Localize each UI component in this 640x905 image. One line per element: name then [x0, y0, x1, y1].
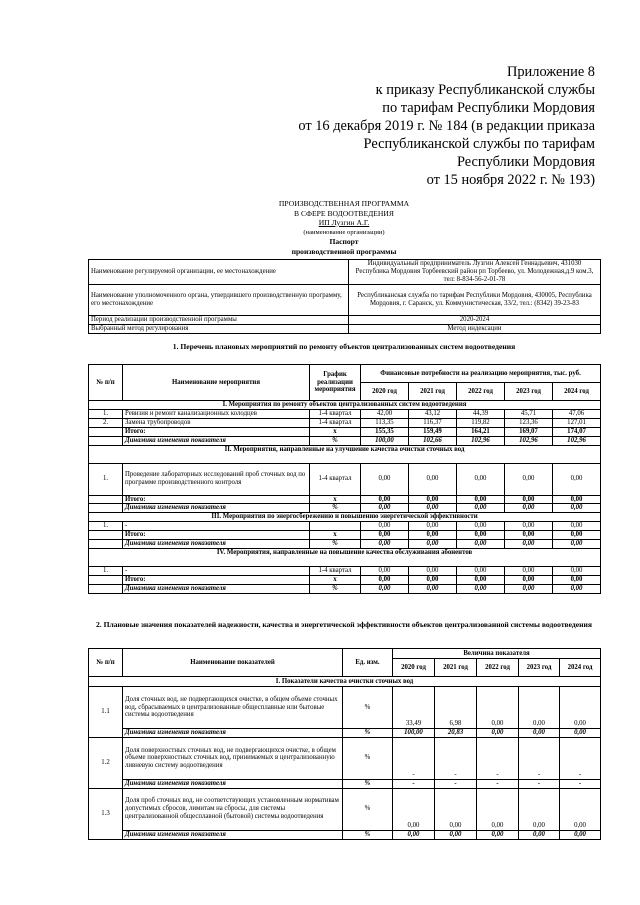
table-row	[89, 566, 601, 575]
total-row	[89, 495, 601, 504]
year-header: 2022 год	[477, 659, 519, 677]
dynamics-value: 0,00	[505, 504, 553, 513]
table-header-row	[89, 649, 601, 659]
row-value: 33,49	[393, 687, 435, 729]
dynamics-label: Динамика изменения показателя	[123, 540, 310, 549]
row-value: 0,00	[505, 463, 553, 495]
total-value: 0,00	[505, 575, 553, 584]
dynamics-label: Динамика изменения показателя	[123, 830, 343, 839]
total-label: Итого:	[123, 427, 310, 436]
dynamics-value: 0,00	[477, 830, 519, 839]
row-name: Доля поверхностных сточных вод, не подвергающихся очистке, в общем объеме поверхностных сточных вод, принимаемых в централизованную ливневую систему водоотведения	[123, 737, 343, 779]
dynamics-value: 102,96	[505, 436, 553, 445]
row-name: Доля проб сточных вод, не соответствующих установленным нормативам допустимых сбросов, лимитам на сбросы, для системы централизованной общесплавной (бытовой) системы водоотведения	[123, 788, 343, 830]
total-value: 0,00	[457, 531, 505, 540]
year-header: 2022 год	[457, 383, 505, 401]
heading-line1: ПРОИЗВОДСТВЕННАЯ ПРОГРАММА	[278, 199, 410, 208]
row-value: 0,00	[560, 687, 601, 729]
col-name-header: Наименование показателей	[123, 649, 343, 677]
dynamics-value: 0,00	[361, 540, 409, 549]
appendix-header	[215, 63, 595, 189]
dynamics-label: Динамика изменения показателя	[123, 779, 343, 788]
dynamics-value: 0,00	[361, 504, 409, 513]
dynamics-value: 0,00	[505, 540, 553, 549]
total-value: 0,00	[409, 531, 457, 540]
row-name: -	[123, 566, 310, 575]
total-value: 0,00	[361, 531, 409, 540]
row-value: 0,00	[505, 566, 553, 575]
dynamics-unit: %	[343, 729, 393, 738]
group-title: I. Показатели качества очистки сточных вод	[89, 677, 601, 687]
passport-label: Наименование регулируемой организации, ее местонахождение	[89, 260, 349, 285]
dynamics-value: 0,00	[457, 540, 505, 549]
dynamics-value: 0,00	[393, 830, 435, 839]
total-value: 0,00	[409, 575, 457, 584]
dynamics-value: 0,00	[505, 584, 553, 593]
dynamics-value: 0,00	[519, 729, 560, 738]
dynamics-value: 100,00	[361, 436, 409, 445]
row-unit: %	[343, 687, 393, 729]
row-schedule	[310, 522, 361, 531]
total-value: 0,00	[361, 495, 409, 504]
year-header: 2020 год	[393, 659, 435, 677]
total-label: Итого:	[123, 575, 310, 584]
row-schedule: 1-4 квартал	[310, 463, 361, 495]
row-schedule: 1-4 квартал	[310, 409, 361, 418]
total-value: 169,07	[505, 427, 553, 436]
row-value: 0,00	[553, 522, 601, 531]
row-num: 1.3	[89, 788, 123, 839]
row-name: -	[123, 522, 310, 531]
table-row	[89, 418, 601, 427]
row-name: Ревизия и ремонт канализационных колодцев	[123, 409, 310, 418]
total-unit: x	[310, 531, 361, 540]
row-value: 42,00	[361, 409, 409, 418]
dynamics-value: 0,00	[457, 584, 505, 593]
total-unit: x	[310, 575, 361, 584]
row-num: 1.	[89, 409, 123, 418]
appendix-line: по тарифам Республики Мордовия	[382, 100, 595, 116]
group-title-row	[89, 548, 601, 566]
measures-table	[88, 364, 601, 594]
total-label: Итого:	[123, 495, 310, 504]
passport-subtitle: производственной программы	[291, 246, 397, 256]
section1-title: 1. Перечень плановых мероприятий по ремонту объектов централизованных систем водоотведения	[172, 342, 516, 351]
year-header: 2023 год	[505, 383, 553, 401]
dynamics-row	[89, 729, 601, 738]
year-header: 2021 год	[409, 383, 457, 401]
dynamics-value: 0,00	[553, 540, 601, 549]
row-value: 47,06	[553, 409, 601, 418]
dynamics-value: 0,00	[457, 504, 505, 513]
passport-title: Паспорт	[329, 237, 359, 246]
total-value: 0,00	[457, 575, 505, 584]
row-value: -	[435, 737, 477, 779]
table-row	[89, 409, 601, 418]
dynamics-value: 0,00	[409, 504, 457, 513]
appendix-line: от 16 декабря 2019 г. № 184 (в редакции приказа	[298, 118, 595, 134]
row-value: 0,00	[477, 788, 519, 830]
group-title-row	[89, 445, 601, 463]
table-row	[89, 788, 601, 830]
dynamics-value: 0,00	[560, 729, 601, 738]
year-header: 2021 год	[435, 659, 477, 677]
row-value: 43,12	[409, 409, 457, 418]
passport-label: Период реализации производственной программы	[89, 316, 349, 325]
table-row	[89, 463, 601, 495]
total-value: 0,00	[553, 575, 601, 584]
total-value: 0,00	[457, 495, 505, 504]
dynamics-unit: %	[310, 584, 361, 593]
row-value: 6,98	[435, 687, 477, 729]
row-schedule: 1-4 квартал	[310, 418, 361, 427]
col-finance-header: Финансовые потребности на реализацию мероприятия, тыс. руб.	[361, 365, 601, 383]
dynamics-unit: %	[310, 436, 361, 445]
dynamics-value: 0,00	[560, 830, 601, 839]
dynamics-value: 102,96	[553, 436, 601, 445]
heading-line2: В СФЕРЕ ВОДООТВЕДЕНИЯ	[294, 208, 394, 218]
row-value: 0,00	[457, 522, 505, 531]
passport-row	[89, 285, 601, 316]
row-schedule: 1-4 квартал	[310, 566, 361, 575]
dynamics-value: 0,00	[409, 584, 457, 593]
row-value: 0,00	[409, 522, 457, 531]
row-value: 0,00	[361, 522, 409, 531]
row-num: 2.	[89, 418, 123, 427]
table-row	[89, 522, 601, 531]
row-num: 1.	[89, 566, 123, 575]
dynamics-value: -	[435, 779, 477, 788]
dynamics-value: 100,00	[393, 729, 435, 738]
group-title: II. Мероприятия, направленные на улучшение качества очистки сточных вод	[89, 445, 601, 463]
passport-label: Наименование уполномоченного органа, утвердившего производственную программу, его местонахождение	[89, 285, 349, 316]
year-header: 2020 год	[361, 383, 409, 401]
dynamics-label: Динамика изменения показателя	[123, 584, 310, 593]
passport-row	[89, 260, 601, 285]
passport-label: Выбранный метод регулирования	[89, 324, 349, 333]
org-name: ИП Лузгин А.Г.	[318, 218, 370, 227]
dynamics-value: -	[393, 779, 435, 788]
row-value: 0,00	[361, 566, 409, 575]
row-value: 0,00	[457, 463, 505, 495]
org-note: (наименование организации)	[303, 228, 385, 236]
row-value: 127,01	[553, 418, 601, 427]
row-unit: %	[343, 737, 393, 779]
dynamics-unit: %	[343, 830, 393, 839]
col-num-header: № п/п	[89, 365, 123, 401]
dynamics-value: -	[519, 779, 560, 788]
dynamics-value: 0,00	[435, 830, 477, 839]
group-title: I. Мероприятия по ремонту объектов централизованных систем водоотведения	[89, 401, 601, 410]
row-name: Проведение лабораторных исследований проб сточных вод по программе производственного контроля	[123, 463, 310, 495]
col-num-header: № п/п	[89, 649, 123, 677]
row-value: 0,00	[505, 522, 553, 531]
total-unit: x	[310, 427, 361, 436]
dynamics-row	[89, 830, 601, 839]
table-row	[89, 687, 601, 729]
dynamics-value: 0,00	[553, 584, 601, 593]
dynamics-value: 0,00	[477, 729, 519, 738]
row-value: 0,00	[553, 566, 601, 575]
row-num: 1.1	[89, 687, 123, 738]
row-name: Доля сточных вод, не подвергающихся очистке, в общем объеме сточных вод, сбрасываемых в централизованные общесплавные или бытовые системы водоотведения	[123, 687, 343, 729]
total-row	[89, 531, 601, 540]
row-value: 45,71	[505, 409, 553, 418]
appendix-line: Республики Мордовия	[456, 154, 595, 170]
passport-table	[88, 259, 601, 334]
row-value: 113,35	[361, 418, 409, 427]
row-value: 44,39	[457, 409, 505, 418]
row-value: 0,00	[361, 463, 409, 495]
row-value: 0,00	[560, 788, 601, 830]
row-value: 0,00	[553, 463, 601, 495]
row-value: 0,00	[519, 687, 560, 729]
col-unit-header: Ед. изм.	[343, 649, 393, 677]
dynamics-row	[89, 584, 601, 593]
row-value: 119,82	[457, 418, 505, 427]
row-num: 1.	[89, 463, 123, 495]
col-magnitude-header: Величина показателя	[393, 649, 601, 659]
row-value: 0,00	[457, 566, 505, 575]
appendix-line: к приказу Республиканской службы	[375, 82, 595, 98]
dynamics-value: 0,00	[553, 504, 601, 513]
row-value: 0,00	[519, 788, 560, 830]
total-unit: x	[310, 495, 361, 504]
dynamics-label: Динамика изменения показателя	[123, 436, 310, 445]
dynamics-unit: %	[310, 504, 361, 513]
table-row	[89, 737, 601, 779]
total-value: 155,35	[361, 427, 409, 436]
dynamics-row	[89, 779, 601, 788]
row-value: 116,37	[409, 418, 457, 427]
dynamics-value: 0,00	[519, 830, 560, 839]
dynamics-value: 102,66	[409, 436, 457, 445]
row-num: 1.2	[89, 737, 123, 788]
total-value: 0,00	[505, 495, 553, 504]
row-value: -	[560, 737, 601, 779]
row-unit: %	[343, 788, 393, 830]
dynamics-value: 0,00	[361, 584, 409, 593]
year-header: 2024 год	[553, 383, 601, 401]
table-header-row	[89, 365, 601, 383]
year-header: 2023 год	[519, 659, 560, 677]
row-num: 1.	[89, 522, 123, 531]
row-value: -	[477, 737, 519, 779]
section2-title: 2. Плановые значения показателей надежности, качества и энергетической эффективности объектов централизованной системы водоотведения	[95, 620, 592, 629]
indicators-table	[88, 648, 601, 840]
row-value: -	[393, 737, 435, 779]
group-title: IV. Мероприятия, направленные на повышение качества обслуживания абонентов	[89, 548, 601, 566]
row-value: -	[519, 737, 560, 779]
dynamics-value: -	[477, 779, 519, 788]
group-title-row	[89, 513, 601, 522]
dynamics-unit: %	[343, 779, 393, 788]
row-value: 123,36	[505, 418, 553, 427]
passport-value: Индивидуальный предприниматель Лузгин Алексей Геннадьевич, 431030 Республика Мордовия Торбеевский район рп Торбеево, ул. Молодежная,д.9 ком.3, тел: 8-834-56-2-01-78	[349, 260, 601, 285]
total-value: 159,49	[409, 427, 457, 436]
total-value: 0,00	[409, 495, 457, 504]
dynamics-value: 102,96	[457, 436, 505, 445]
row-value: 0,00	[477, 687, 519, 729]
col-name-header: Наименование мероприятия	[123, 365, 310, 401]
col-schedule-header: График реализации мероприятия	[310, 365, 361, 401]
row-value: 0,00	[409, 463, 457, 495]
dynamics-value: 0,00	[409, 540, 457, 549]
group-title-row	[89, 401, 601, 410]
appendix-line: Приложение 8	[506, 64, 595, 80]
passport-row	[89, 324, 601, 333]
program-heading	[88, 199, 600, 256]
total-value: 0,00	[553, 531, 601, 540]
dynamics-label: Динамика изменения показателя	[123, 729, 343, 738]
row-name: Замена трубопроводов	[123, 418, 310, 427]
passport-value: 2020-2024	[349, 316, 601, 325]
appendix-line: от 15 ноября 2022 г. № 193)	[426, 172, 595, 188]
passport-row	[89, 316, 601, 325]
total-row	[89, 427, 601, 436]
dynamics-row	[89, 540, 601, 549]
appendix-line: Республиканской службы по тарифам	[363, 136, 595, 152]
dynamics-label: Динамика изменения показателя	[123, 504, 310, 513]
group-title: III. Мероприятия по энергосбережению и повышению энергетической эффективности	[89, 513, 601, 522]
year-header: 2024 год	[560, 659, 601, 677]
row-value: 0,00	[435, 788, 477, 830]
dynamics-value: -	[560, 779, 601, 788]
passport-value: Метод индексации	[349, 324, 601, 333]
dynamics-row	[89, 436, 601, 445]
total-value: 164,21	[457, 427, 505, 436]
row-value: 0,00	[409, 566, 457, 575]
passport-value: Республиканская служба по тарифам Республики Мордовия, 430005, Республика Мордовия, г. Саранск, ул. Коммунистическая, 33/2, тел.: (8342) 39-23-83	[349, 285, 601, 316]
dynamics-unit: %	[310, 540, 361, 549]
total-value: 174,07	[553, 427, 601, 436]
total-row	[89, 575, 601, 584]
total-value: 0,00	[505, 531, 553, 540]
group-title-row	[89, 677, 601, 687]
dynamics-value: 20,83	[435, 729, 477, 738]
total-value: 0,00	[361, 575, 409, 584]
row-value: 0,00	[393, 788, 435, 830]
dynamics-row	[89, 504, 601, 513]
total-label: Итого:	[123, 531, 310, 540]
total-value: 0,00	[553, 495, 601, 504]
